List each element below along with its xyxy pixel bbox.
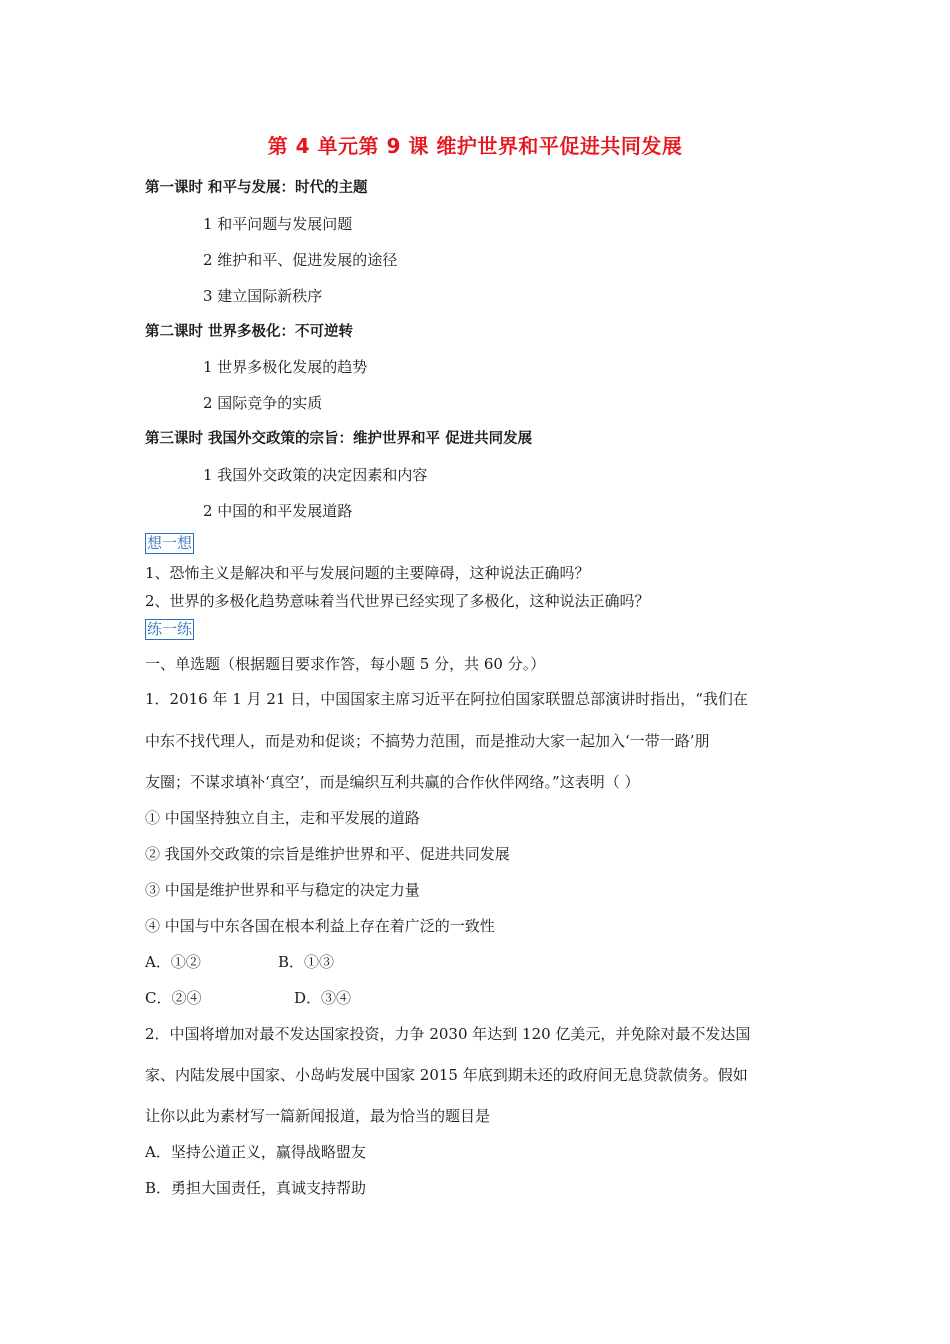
question-1-statement: ③ 中国是维护世界和平与稳定的决定力量 — [145, 881, 420, 899]
practice-label: 练一练 — [147, 620, 193, 638]
question-1-line: 友圈；不谋求填补‘真空’，而是编织互利共赢的合作伙伴网络。”这表明（ ） — [145, 773, 640, 791]
question-2-option-a: A．坚持公道正义，赢得战略盟友 — [145, 1143, 366, 1161]
think-label: 想一想 — [147, 534, 193, 552]
question-2-line: 2．中国将增加对最不发达国家投资，力争 2030 年达到 120 亿美元，并免除对最不发达国 — [145, 1025, 751, 1043]
think-question: 2、世界的多极化趋势意味着当代世界已经实现了多极化，这种说法正确吗？ — [145, 592, 650, 610]
lesson3-item: 2 中国的和平发展道路 — [203, 502, 353, 520]
lesson3-heading: 第三课时 我国外交政策的宗旨：维护世界和平 促进共同发展 — [145, 431, 533, 447]
lesson1-item: 2 维护和平、促进发展的途径 — [203, 251, 398, 269]
question-1-statement: ① 中国坚持独立自主，走和平发展的道路 — [145, 809, 420, 827]
question-1-option-b: B．①③ — [278, 953, 335, 971]
question-1-line: 中东不找代理人，而是劝和促谈；不搞势力范围，而是推动大家一起加入‘一带一路’朋 — [145, 732, 710, 750]
question-1-statement: ② 我国外交政策的宗旨是维护世界和平、促进共同发展 — [145, 845, 510, 863]
question-1-option-d: D．③④ — [294, 989, 352, 1007]
lesson2-item: 1 世界多极化发展的趋势 — [203, 358, 368, 376]
lesson1-item: 1 和平问题与发展问题 — [203, 215, 353, 233]
question-1-line: 1．2016 年 1 月 21 日，中国国家主席习近平在阿拉伯国家联盟总部演讲时指出，“我们在 — [145, 690, 748, 708]
question-1-option-a: A．①② — [145, 953, 201, 971]
lesson1-heading: 第一课时 和平与发展：时代的主题 — [145, 180, 368, 196]
lesson2-heading: 第二课时 世界多极化：不可逆转 — [145, 324, 354, 340]
lesson1-item: 3 建立国际新秩序 — [203, 287, 323, 305]
question-2-line: 家、内陆发展中国家、小岛屿发展中国家 2015 年底到期未还的政府间无息贷款债务。假如 — [145, 1066, 748, 1084]
section-heading: 一、单选题（根据题目要求作答，每小题 5 分，共 60 分。） — [145, 655, 546, 673]
lesson2-item: 2 国际竞争的实质 — [203, 394, 323, 412]
page-title: 第 4 单元第 9 课 维护世界和平促进共同发展 — [267, 134, 683, 158]
question-1-option-c: C．②④ — [145, 989, 202, 1007]
question-2-line: 让你以此为素材写一篇新闻报道，最为恰当的题目是 — [145, 1107, 491, 1125]
question-2-option-b: B．勇担大国责任，真诚支持帮助 — [145, 1179, 367, 1197]
lesson3-item: 1 我国外交政策的决定因素和内容 — [203, 466, 428, 484]
think-question: 1、恐怖主义是解决和平与发展问题的主要障碍，这种说法正确吗？ — [145, 564, 590, 582]
question-1-statement: ④ 中国与中东各国在根本利益上存在着广泛的一致性 — [145, 917, 495, 935]
